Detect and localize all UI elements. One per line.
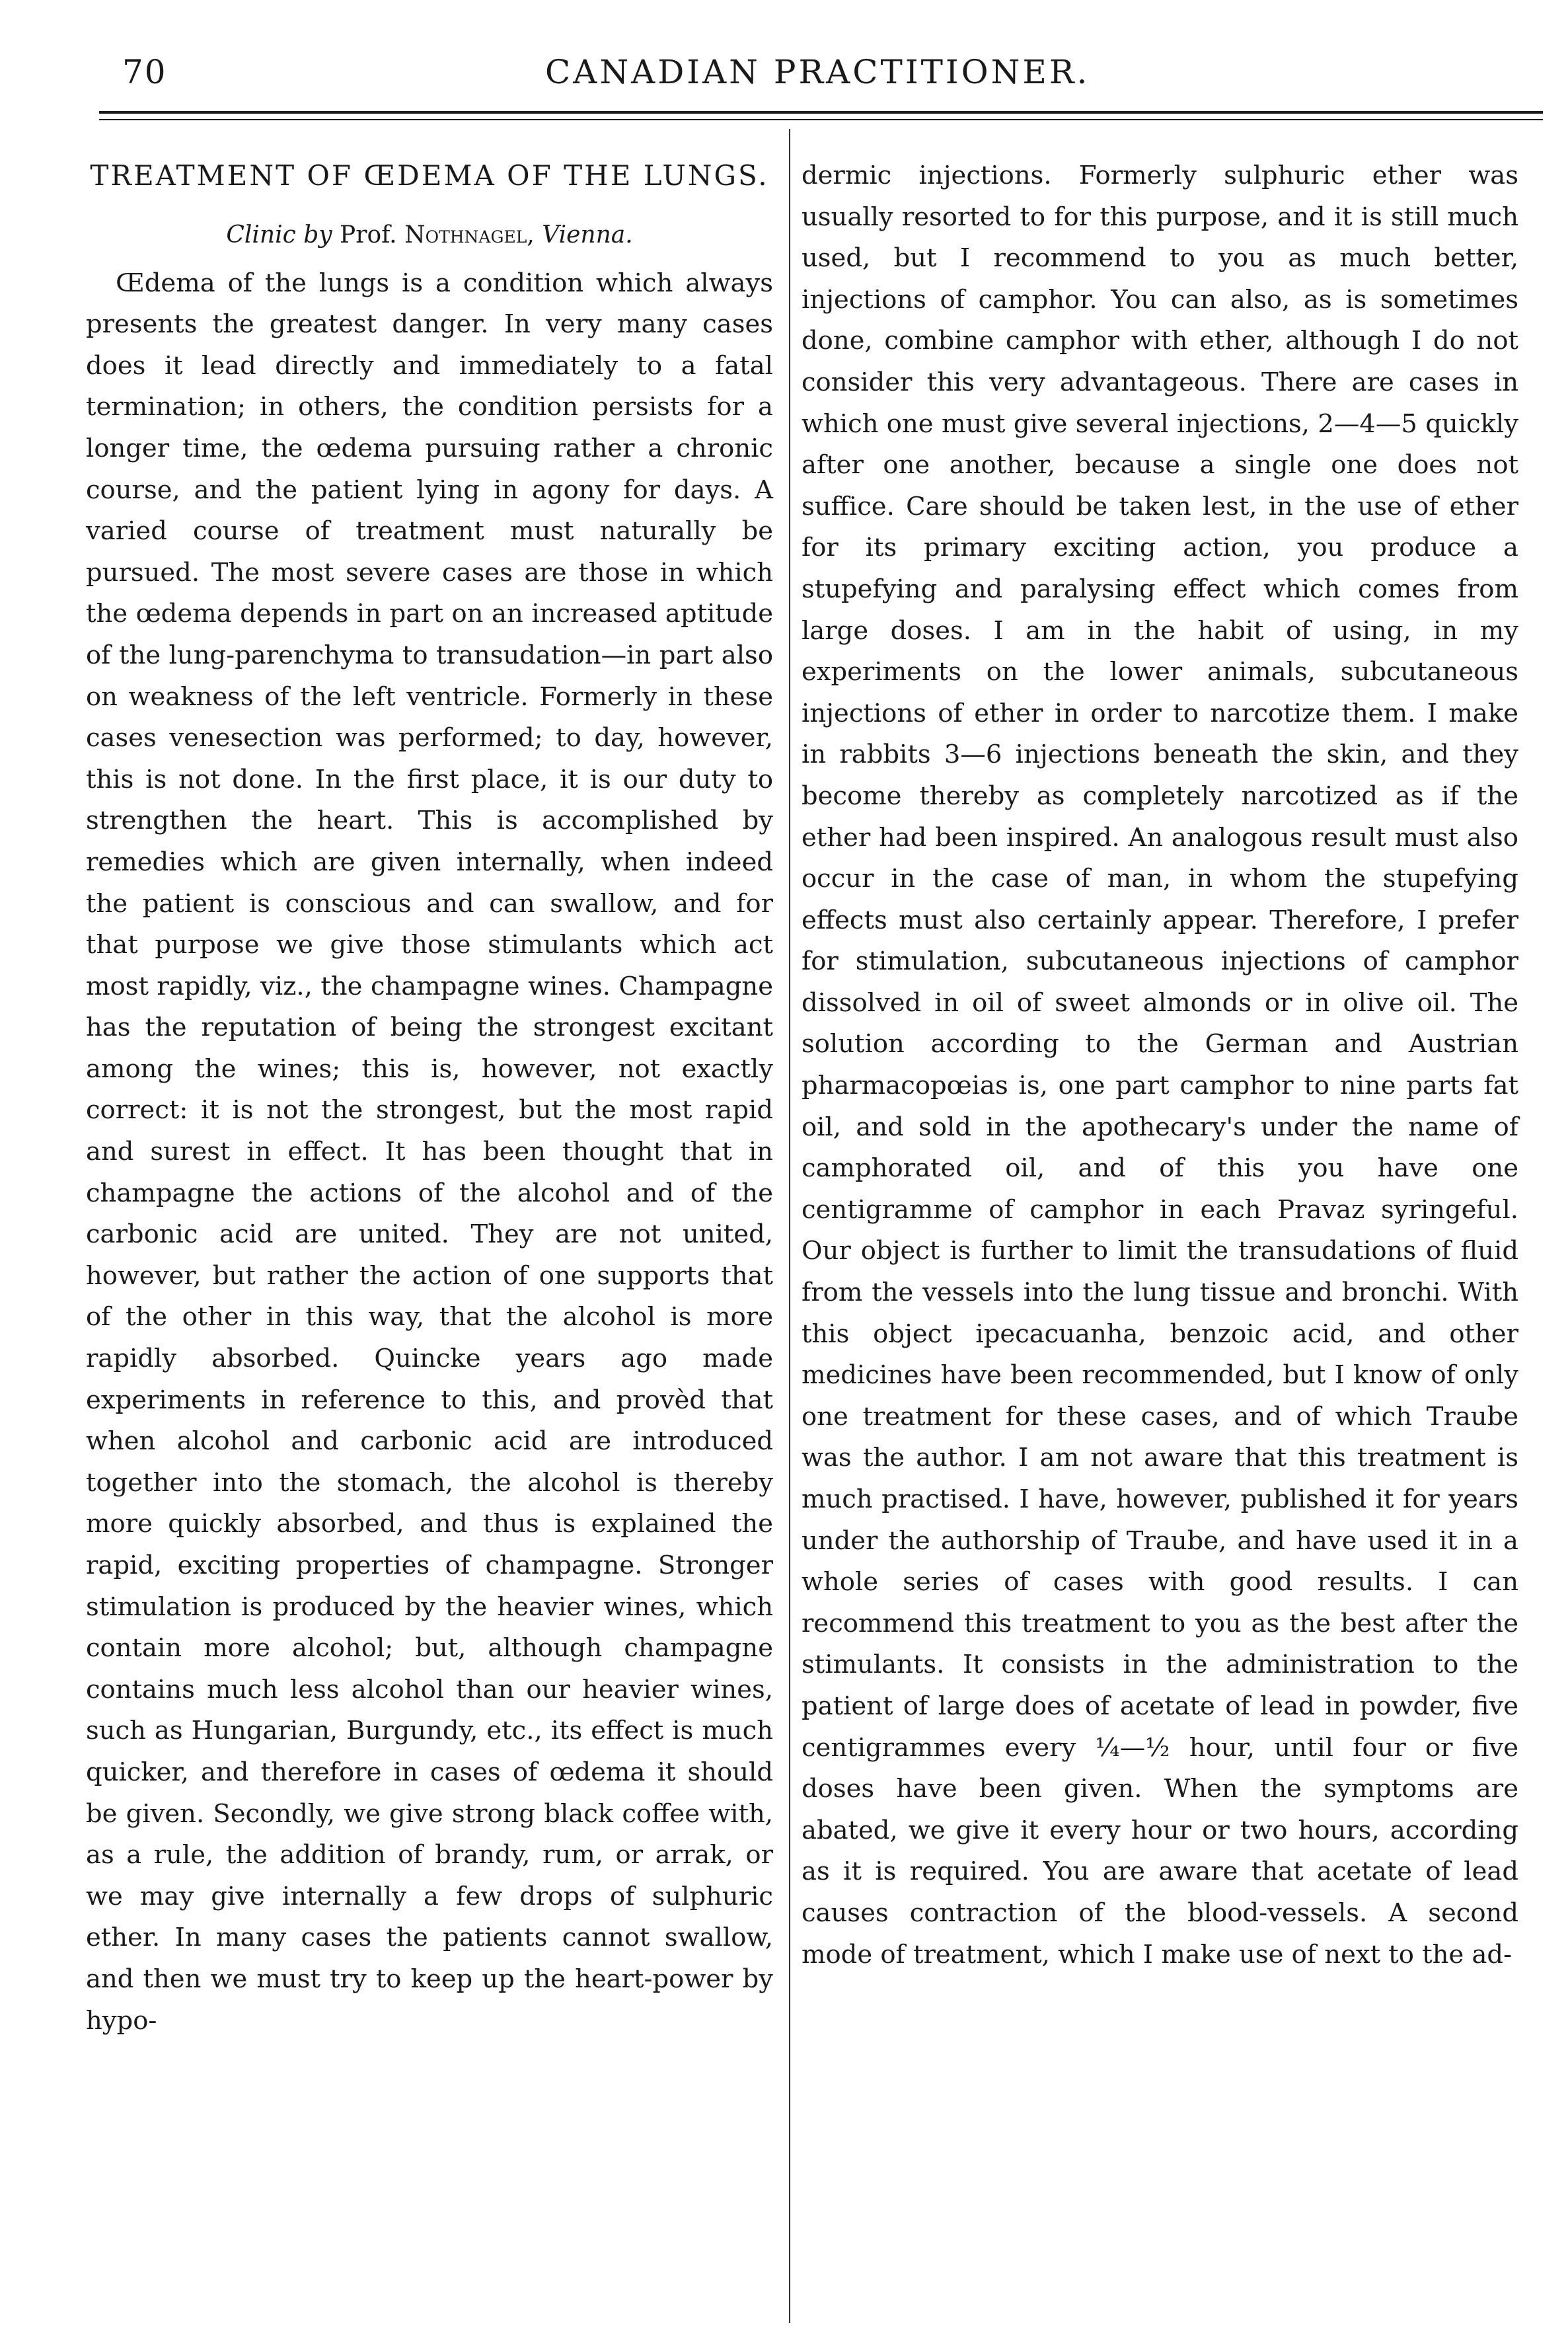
byline-place: Vienna. [542, 221, 633, 249]
left-column-body: Œdema of the lungs is a condition which always presents the greatest danger. In very many cases does it lead directly and immediately to a fatal termination; in others, the condition persists for a longer time, the œdema pursuing rather a chronic course, and the patient lying in agony for days. A varied course of treatment must naturally be pursued. The most severe cases are those in which the œdema depends in part on an increased aptitude of the lung-parenchyma to transudation—in part also on weakness of the left ventricle. Formerly in these cases venesection was performed; to day, however, this is not done. In the first place, it is our duty to strengthen the heart. This is accomplished by remedies which are given internally, when indeed the patient is conscious and can swallow, and for that purpose we give those stimulants which act most rapidly, viz., the champagne wines. Champagne has the reputation of being the strongest excitant among the wines; this is, however, not exactly correct: it is not the strongest, but the most rapid and surest in effect. It has been thought that in champagne the actions of the alcohol and of the carbonic acid are united. They are not united, however, but rather the action of one supports that of the other in this way, that the alcohol is more rapidly absorbed. Quincke years ago made experiments in reference to this, and provèd that when alcohol and carbonic acid are introduced together into the stomach, the alcohol is thereby more quickly absorbed, and thus is explained the rapid, exciting properties of champagne. Stronger stimulation is produced by the heavier wines, which contain more alcohol; but, although champagne contains much less alcohol than our heavier wines, such as Hungarian, Burgundy, etc., its effect is much quicker, and therefore in cases of œdema it should be given. Secondly, we give strong black coffee with, as a rule, the addition of brandy, rum, or arrak, or we may give internally a few drops of sulphuric ether. In many cases the patients cannot swallow, and then we must try to keep up the heart-power by hypo- [86, 268, 773, 2036]
right-column [802, 155, 1518, 1975]
header-rule-thick [99, 111, 1543, 114]
byline-prof: Prof. [340, 221, 397, 249]
left-column [86, 155, 773, 2042]
page-header [122, 48, 1543, 107]
header-rule-thin [99, 119, 1543, 120]
article-byline [86, 215, 773, 256]
column-divider [789, 129, 790, 2323]
byline-prefix: Clinic by [226, 221, 332, 249]
article-title: TREATMENT OF ŒDEMA OF THE LUNGS. [90, 159, 769, 192]
right-column-body: dermic injections. Formerly sulphuric ether was usually resorted to for this purpose, and it is still much used, but I recommend to you as much better, injections of camphor. You can also, as is sometimes done, combine camphor with ether, although I do not consider this very advantageous. There are cases in which one must give several injections, 2—4—5 quickly after one another, because a single one does not suffice. Care should be taken lest, in the use of ether for its primary exciting action, you produce a stupefying and paralysing effect which comes from large doses. I am in the habit of using, in my experiments on the lower animals, subcutaneous injections of ether in order to narcotize them. I make in rabbits 3—6 injections beneath the skin, and they become thereby as completely narcotized as if the ether had been inspired. An analogous result must also occur in the case of man, in whom the stupefying effects must also certainly appear. Therefore, I prefer for stimulation, subcutaneous injections of camphor dissolved in oil of sweet almonds or in olive oil. The solution according to the German and Austrian pharmacopœias is, one part camphor to nine parts fat oil, and sold in the apothecary's under the name of camphorated oil, and of this you have one centigramme of camphor in each Pravaz syringeful. Our object is further to limit the transudations of fluid from the vessels into the lung tissue and bronchi. With this object ipecacuanha, benzoic acid, and other medicines have been recommended, but I know of only one treatment for these cases, and of which Traube was the author. I am not aware that this treatment is much practised. I have, however, published it for years under the authorship of Traube, and have used it in a whole series of cases with good results. I can recommend this treatment to you as the best after the stimulants. It consists in the administration to the patient of large does of acetate of lead in powder, five centigrammes every ¼—½ hour, until four or five doses have been given. When the symptoms are abated, we give it every hour or two hours, according as it is required. You are aware that acetate of lead causes contraction of the blood-vessels. A second mode of treatment, which I make use of next to the ad- [802, 161, 1518, 1970]
running-head: CANADIAN PRACTITIONER. [545, 53, 1090, 91]
page-number: 70 [122, 53, 167, 91]
byline-author: Nothnagel, [404, 221, 535, 249]
